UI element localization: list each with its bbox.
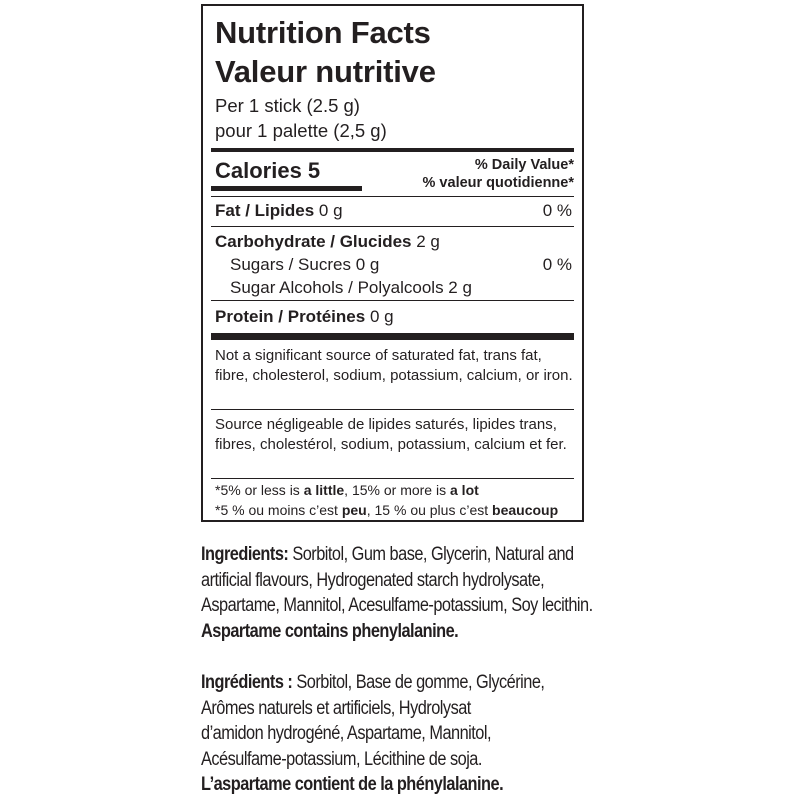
nutrient-row-protein: Protein / Protéines 0 g [215,307,394,326]
footnote-fr: *5 % ou moins c’est peu, 15 % ou plus c’est beaucoup [215,502,559,518]
rule [211,478,574,479]
ingredients-line: d’amidon hydrogéné, Aspartame, Mannitol, [201,723,492,744]
title-fr: Valeur nutritive [215,54,436,89]
daily-value-header-en: % Daily Value* [474,157,574,173]
ingredients-line: Aspartame, Mannitol, Acesulfame-potassium, Soy lecithin. [201,595,593,616]
allergen-warning-en: Aspartame contains phenylalanine. [201,620,459,642]
ingredients-line: Acésulfame-potassium, Lécithine de soja. [201,748,482,770]
calories-rule [211,186,362,191]
ingredients-heading-fr: Ingrédients : [201,672,293,693]
footnote-en: *5% or less is a little, 15% or more is a lot [215,482,479,498]
daily-value-header-fr: % valeur quotidienne* [422,175,574,191]
nutrient-row-sugar-alcohols: Sugar Alcohols / Polyalcools 2 g [230,278,472,297]
note-fr: Source négligeable de lipides saturés, lipides trans, fibres, cholestérol, sodium, potassium, calcium et fer. [215,416,567,453]
fat-daily-value: 0 % [542,201,572,220]
ingredients-line: Arômes naturels et artificiels, Hydrolysat [201,697,471,719]
ingredients-line: Sorbitol, Gum base, Glycerin, Natural and [288,544,574,565]
note-en: Not a significant source of saturated fat, trans fat, fibre, cholesterol, sodium, potassium, calcium, or iron. [215,347,573,384]
rule [211,196,574,197]
allergen-warning-fr: L’aspartame contient de la phénylalanine. [201,774,504,795]
rule [211,409,574,410]
thick-rule-bottom [211,333,574,340]
nutrient-row-fat: Fat / Lipides 0 g [215,201,343,220]
title-en: Nutrition Facts [215,15,431,50]
ingredients-line: artificial flavours, Hydrogenated starch hydrolysate, [201,569,545,591]
serving-size-fr: pour 1 palette (2,5 g) [215,120,387,141]
nutrient-row-carbohydrate: Carbohydrate / Glucides 2 g [215,232,440,251]
nutrient-row-sugars: Sugars / Sucres 0 g [230,255,380,274]
sugars-daily-value: 0 % [542,255,572,274]
rule [211,226,574,227]
ingredients-line: Sorbitol, Base de gomme, Glycérine, [292,672,545,693]
thick-rule-top [211,148,574,152]
calories: Calories 5 [215,158,321,183]
ingredients-en [201,542,708,644]
nutrition-facts-table [201,4,584,522]
ingredients-fr [201,670,708,798]
rule [211,300,574,301]
ingredients-heading-en: Ingredients: [201,544,289,565]
serving-size-en: Per 1 stick (2.5 g) [215,95,360,116]
